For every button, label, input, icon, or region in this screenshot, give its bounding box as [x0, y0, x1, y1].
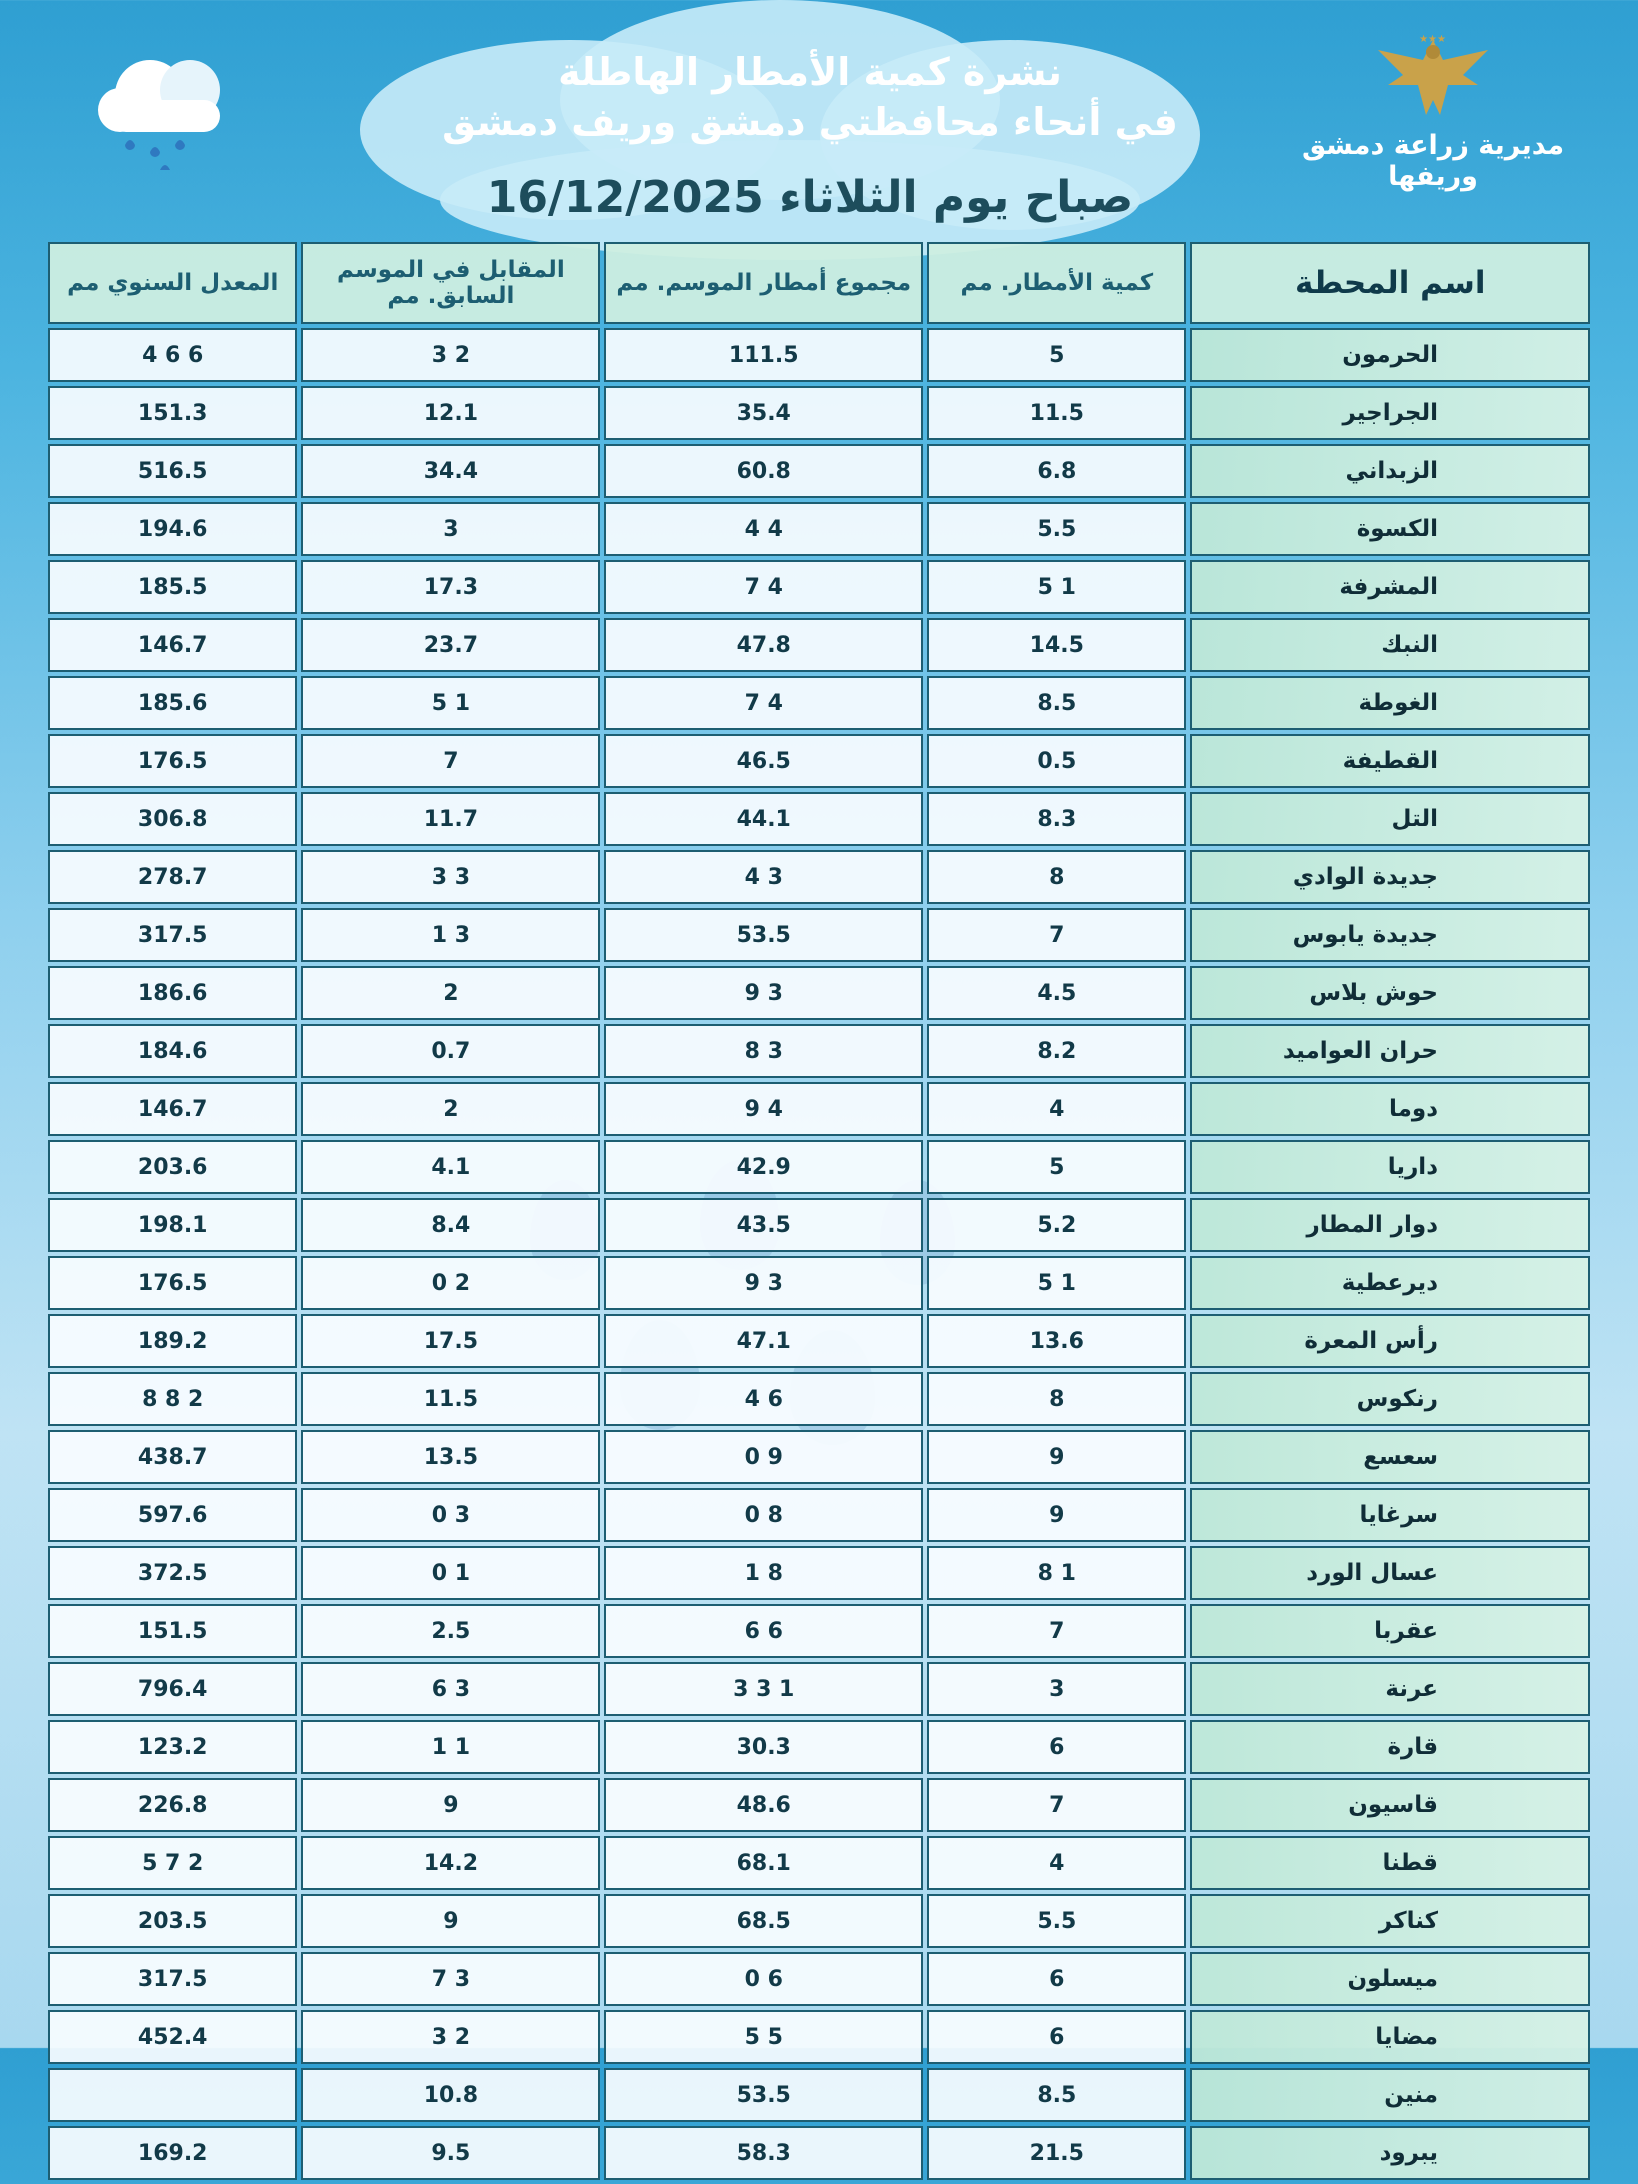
annual-avg-cell: 185.5	[48, 560, 297, 614]
season-total-cell: 4 7	[604, 560, 923, 614]
table-row	[48, 386, 1590, 440]
prev-season-cell: 17.5	[301, 1314, 600, 1368]
table-row	[48, 1314, 1590, 1368]
table-row	[48, 908, 1590, 962]
prev-season-cell: 8.4	[301, 1198, 600, 1252]
annual-avg-cell: 176.5	[48, 734, 297, 788]
prev-season-cell: 3	[301, 502, 600, 556]
rain-cell: 3	[927, 1662, 1186, 1716]
organization-name: مديرية زراعة دمشق وريفها	[1301, 130, 1565, 192]
table-row	[48, 1082, 1590, 1136]
station-cell: داريا	[1190, 1140, 1590, 1194]
table-row	[48, 1778, 1590, 1832]
annual-avg-cell: 796.4	[48, 1662, 297, 1716]
rain-cell: 8.5	[927, 676, 1186, 730]
header-season-total: مجموع أمطار الموسم. مم	[604, 242, 923, 324]
rain-cell: 1 5	[927, 1256, 1186, 1310]
season-total-cell: 6 6	[604, 1604, 923, 1658]
prev-season-cell: 14.2	[301, 1836, 600, 1890]
station-cell: الجراجير	[1190, 386, 1590, 440]
season-total-cell: 60.8	[604, 444, 923, 498]
prev-season-cell: 23.7	[301, 618, 600, 672]
prev-season-cell: 2	[301, 966, 600, 1020]
rain-cell: 7	[927, 1604, 1186, 1658]
season-total-cell: 46.5	[604, 734, 923, 788]
table-row	[48, 676, 1590, 730]
season-total-cell: 44.1	[604, 792, 923, 846]
season-total-cell: 8 1	[604, 1546, 923, 1600]
table-row	[48, 734, 1590, 788]
prev-season-cell: 3 3	[301, 850, 600, 904]
station-cell: الزبداني	[1190, 444, 1590, 498]
season-total-cell: 35.4	[604, 386, 923, 440]
season-total-cell: 47.1	[604, 1314, 923, 1368]
prev-season-cell: 11.5	[301, 1372, 600, 1426]
station-cell: الغوطة	[1190, 676, 1590, 730]
rain-cell: 4	[927, 1836, 1186, 1890]
table-row	[48, 1372, 1590, 1426]
station-cell: منين	[1190, 2068, 1590, 2122]
prev-season-cell: 13.5	[301, 1430, 600, 1484]
season-total-cell: 58.3	[604, 2126, 923, 2180]
season-total-cell: 6 4	[604, 1372, 923, 1426]
rain-cell: 8	[927, 1372, 1186, 1426]
rain-cell: 6	[927, 1720, 1186, 1774]
station-cell: مضايا	[1190, 2010, 1590, 2064]
season-total-cell: 3 8	[604, 1024, 923, 1078]
rain-cell: 7	[927, 908, 1186, 962]
prev-season-cell: 9.5	[301, 2126, 600, 2180]
table-row	[48, 2068, 1590, 2122]
annual-avg-cell: 169.2	[48, 2126, 297, 2180]
prev-season-cell: 9	[301, 1894, 600, 1948]
annual-avg-cell: 186.6	[48, 966, 297, 1020]
annual-avg-cell: 452.4	[48, 2010, 297, 2064]
table-row	[48, 1024, 1590, 1078]
station-cell: النبك	[1190, 618, 1590, 672]
header-rain: كمية الأمطار. مم	[927, 242, 1186, 324]
season-total-cell: 4 7	[604, 676, 923, 730]
rain-cell: 11.5	[927, 386, 1186, 440]
station-cell: سعسع	[1190, 1430, 1590, 1484]
annual-avg-cell: 226.8	[48, 1778, 297, 1832]
bulletin-date: صباح يوم الثلاثاء 16/12/2025	[486, 172, 1134, 223]
rain-cell: 4.5	[927, 966, 1186, 1020]
season-total-cell: 6 0	[604, 1952, 923, 2006]
annual-avg-cell: 189.2	[48, 1314, 297, 1368]
header-prev-season: المقابل في الموسم السابق. مم	[301, 242, 600, 324]
station-cell: قطنا	[1190, 1836, 1590, 1890]
annual-avg-cell: 146.7	[48, 618, 297, 672]
rain-cell: 13.6	[927, 1314, 1186, 1368]
season-total-cell: 53.5	[604, 2068, 923, 2122]
prev-season-cell: 17.3	[301, 560, 600, 614]
table-row	[48, 1140, 1590, 1194]
annual-avg-cell: 306.8	[48, 792, 297, 846]
table-row	[48, 850, 1590, 904]
season-total-cell: 48.6	[604, 1778, 923, 1832]
table-row	[48, 2010, 1590, 2064]
season-total-cell: 9 0	[604, 1430, 923, 1484]
station-cell: عقربا	[1190, 1604, 1590, 1658]
season-total-cell: 3 9	[604, 966, 923, 1020]
table-row	[48, 1662, 1590, 1716]
annual-avg-cell: 151.3	[48, 386, 297, 440]
table-row	[48, 560, 1590, 614]
table-row	[48, 792, 1590, 846]
rain-cell: 5.5	[927, 1894, 1186, 1948]
prev-season-cell: 3 0	[301, 1488, 600, 1542]
station-cell: رنكوس	[1190, 1372, 1590, 1426]
annual-avg-cell: 123.2	[48, 1720, 297, 1774]
annual-avg-cell: 203.5	[48, 1894, 297, 1948]
station-cell: قارة	[1190, 1720, 1590, 1774]
header-annual-avg: المعدل السنوي مم	[48, 242, 297, 324]
rain-cell: 8.3	[927, 792, 1186, 846]
rain-cell: 0.5	[927, 734, 1186, 788]
table-row	[48, 502, 1590, 556]
rain-cell: 8	[927, 850, 1186, 904]
season-total-cell: 8 0	[604, 1488, 923, 1542]
table-row	[48, 444, 1590, 498]
prev-season-cell: 1 1	[301, 1720, 600, 1774]
station-cell: دوما	[1190, 1082, 1590, 1136]
season-total-cell: 1 3 3	[604, 1662, 923, 1716]
station-cell: الكسوة	[1190, 502, 1590, 556]
table-row	[48, 1604, 1590, 1658]
season-total-cell: 30.3	[604, 1720, 923, 1774]
table-row	[48, 1720, 1590, 1774]
prev-season-cell: 3 7	[301, 1952, 600, 2006]
annual-avg-cell	[48, 2068, 297, 2122]
table-row	[48, 1488, 1590, 1542]
season-total-cell: 53.5	[604, 908, 923, 962]
annual-avg-cell: 185.6	[48, 676, 297, 730]
station-cell: الحرمون	[1190, 328, 1590, 382]
prev-season-cell: 2 3	[301, 2010, 600, 2064]
table-row	[48, 966, 1590, 1020]
season-total-cell: 43.5	[604, 1198, 923, 1252]
season-total-cell: 68.5	[604, 1894, 923, 1948]
prev-season-cell: 1 0	[301, 1546, 600, 1600]
annual-avg-cell: 198.1	[48, 1198, 297, 1252]
bulletin-title: نشرة كمية الأمطار الهاطلة	[558, 50, 1062, 94]
station-cell: ميسلون	[1190, 1952, 1590, 2006]
rain-cell: 6.8	[927, 444, 1186, 498]
season-total-cell: 3 9	[604, 1256, 923, 1310]
station-cell: يبرود	[1190, 2126, 1590, 2180]
rain-cell: 5.5	[927, 502, 1186, 556]
station-cell: عرنة	[1190, 1662, 1590, 1716]
prev-season-cell: 11.7	[301, 792, 600, 846]
prev-season-cell: 0.7	[301, 1024, 600, 1078]
rain-cell: 14.5	[927, 618, 1186, 672]
rain-cell: 5.2	[927, 1198, 1186, 1252]
rain-cell: 5	[927, 328, 1186, 382]
annual-avg-cell: 438.7	[48, 1430, 297, 1484]
rain-cloud-icon	[80, 40, 250, 170]
station-cell: ديرعطية	[1190, 1256, 1590, 1310]
rain-cell: 4	[927, 1082, 1186, 1136]
annual-avg-cell: 278.7	[48, 850, 297, 904]
prev-season-cell: 1 5	[301, 676, 600, 730]
header-station: اسم المحطة	[1190, 242, 1590, 324]
rain-cell: 8.2	[927, 1024, 1186, 1078]
season-total-cell: 42.9	[604, 1140, 923, 1194]
rain-cell: 9	[927, 1488, 1186, 1542]
organization-logo	[1268, 30, 1598, 192]
rain-cell: 7	[927, 1778, 1186, 1832]
annual-avg-cell: 2 7 5	[48, 1836, 297, 1890]
rain-cell: 21.5	[927, 2126, 1186, 2180]
station-cell: المشرفة	[1190, 560, 1590, 614]
prev-season-cell: 7	[301, 734, 600, 788]
season-total-cell: 4 4	[604, 502, 923, 556]
annual-avg-cell: 176.5	[48, 1256, 297, 1310]
season-total-cell: 3 4	[604, 850, 923, 904]
annual-avg-cell: 372.5	[48, 1546, 297, 1600]
annual-avg-cell: 151.5	[48, 1604, 297, 1658]
table-row	[48, 1198, 1590, 1252]
prev-season-cell: 34.4	[301, 444, 600, 498]
station-cell: رأس المعرة	[1190, 1314, 1590, 1368]
table-row	[48, 1836, 1590, 1890]
prev-season-cell: 2 0	[301, 1256, 600, 1310]
table-row	[48, 618, 1590, 672]
annual-avg-cell: 6 6 4	[48, 328, 297, 382]
station-cell: التل	[1190, 792, 1590, 846]
rain-cell: 6	[927, 1952, 1186, 2006]
table-header-row	[48, 242, 1590, 324]
prev-season-cell: 10.8	[301, 2068, 600, 2122]
season-total-cell: 5 5	[604, 2010, 923, 2064]
table-row	[48, 1430, 1590, 1484]
annual-avg-cell: 2 8 8	[48, 1372, 297, 1426]
station-cell: جديدة يابوس	[1190, 908, 1590, 962]
prev-season-cell: 12.1	[301, 386, 600, 440]
annual-avg-cell: 317.5	[48, 1952, 297, 2006]
prev-season-cell: 2 3	[301, 328, 600, 382]
annual-avg-cell: 194.6	[48, 502, 297, 556]
annual-avg-cell: 516.5	[48, 444, 297, 498]
table-row	[48, 1546, 1590, 1600]
prev-season-cell: 4.1	[301, 1140, 600, 1194]
eagle-emblem-icon	[1368, 30, 1498, 120]
prev-season-cell: 3 1	[301, 908, 600, 962]
annual-avg-cell: 146.7	[48, 1082, 297, 1136]
season-total-cell: 47.8	[604, 618, 923, 672]
rain-cell: 6	[927, 2010, 1186, 2064]
station-cell: عسال الورد	[1190, 1546, 1590, 1600]
rainfall-table	[44, 238, 1594, 2184]
table-row	[48, 2126, 1590, 2180]
rain-cell: 5	[927, 1140, 1186, 1194]
bulletin-subtitle: في أنحاء محافظتي دمشق وريف دمشق	[442, 100, 1178, 144]
season-total-cell: 4 9	[604, 1082, 923, 1136]
station-cell: حران العواميد	[1190, 1024, 1590, 1078]
station-cell: قاسيون	[1190, 1778, 1590, 1832]
table-row	[48, 328, 1590, 382]
annual-avg-cell: 597.6	[48, 1488, 297, 1542]
season-total-cell: 68.1	[604, 1836, 923, 1890]
station-cell: حوش بلاس	[1190, 966, 1590, 1020]
season-total-cell: 111.5	[604, 328, 923, 382]
rain-cell: 9	[927, 1430, 1186, 1484]
table-row	[48, 1256, 1590, 1310]
station-cell: جديدة الوادي	[1190, 850, 1590, 904]
rain-cell: 8.5	[927, 2068, 1186, 2122]
station-cell: سرغايا	[1190, 1488, 1590, 1542]
svg-text:★★★: ★★★	[1419, 34, 1446, 45]
station-cell: دوار المطار	[1190, 1198, 1590, 1252]
rain-cell: 1 5	[927, 560, 1186, 614]
prev-season-cell: 3 6	[301, 1662, 600, 1716]
annual-avg-cell: 184.6	[48, 1024, 297, 1078]
station-cell: القطيفة	[1190, 734, 1590, 788]
prev-season-cell: 9	[301, 1778, 600, 1832]
table-row	[48, 1894, 1590, 1948]
rain-cell: 1 8	[927, 1546, 1186, 1600]
annual-avg-cell: 317.5	[48, 908, 297, 962]
table-row	[48, 1952, 1590, 2006]
prev-season-cell: 2.5	[301, 1604, 600, 1658]
station-cell: كناكر	[1190, 1894, 1590, 1948]
annual-avg-cell: 203.6	[48, 1140, 297, 1194]
prev-season-cell: 2	[301, 1082, 600, 1136]
